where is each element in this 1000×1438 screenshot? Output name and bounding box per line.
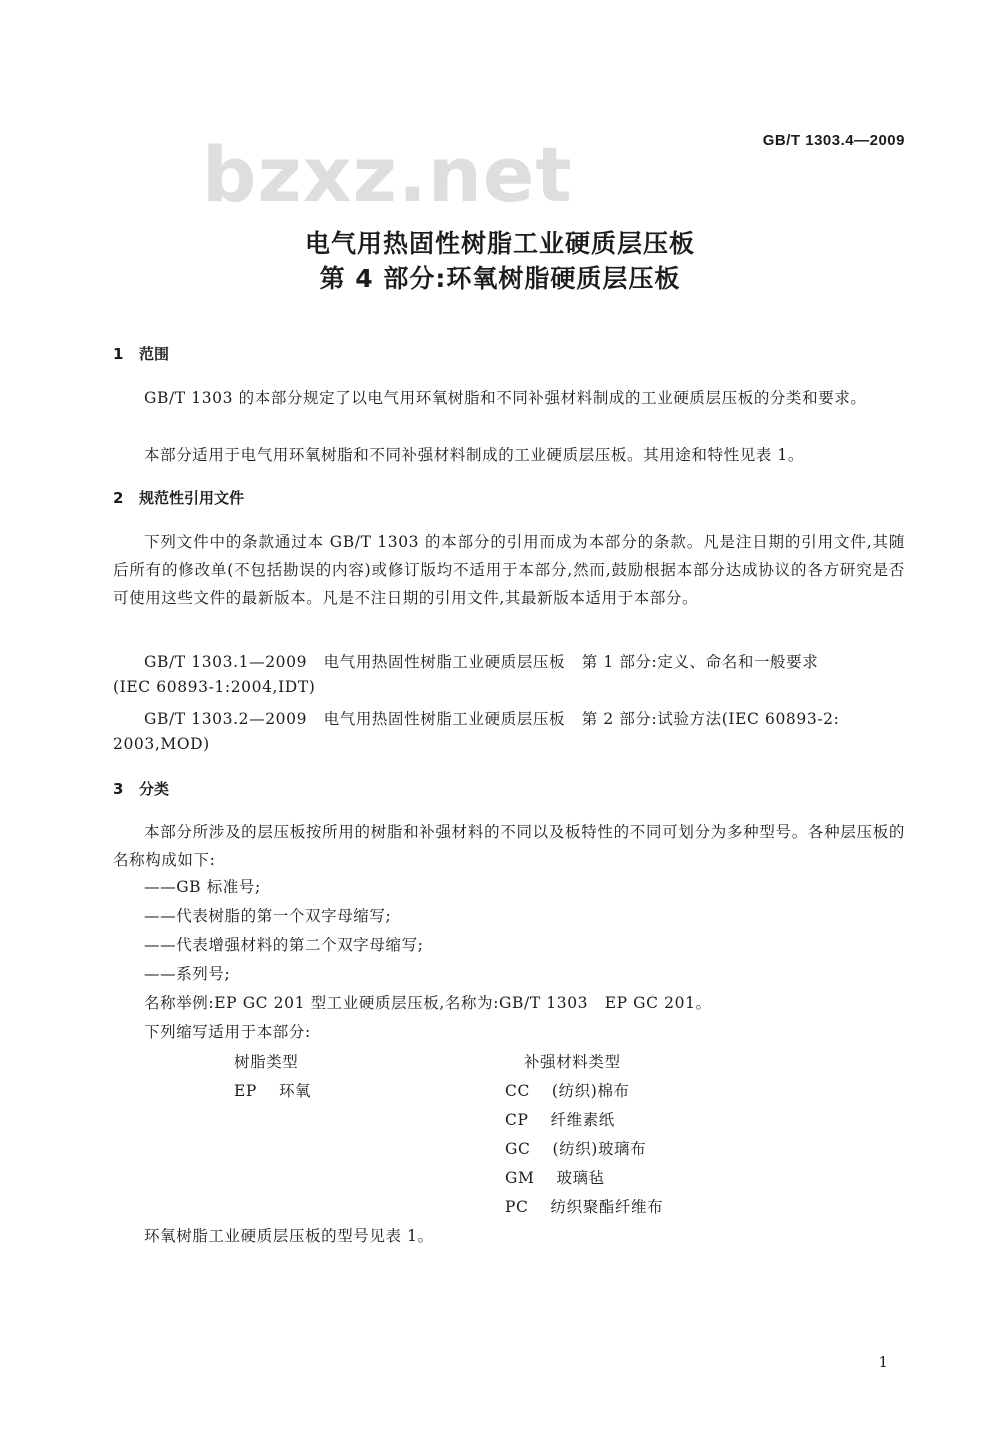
naming-example: 名称举例:EP GC 201 型工业硬质层压板,名称为:GB/T 1303 EP GC 201。: [144, 994, 712, 1012]
reference-entry-continuation: 2003,MOD): [113, 735, 210, 753]
section-title: 规范性引用文件: [139, 489, 245, 507]
reinforcement-entry: [505, 1108, 615, 1130]
abbr-name: 纺织聚酯纤维布: [550, 1198, 664, 1216]
reinforcement-type-header: 补强材料类型: [524, 1053, 621, 1071]
section-number: 3: [113, 780, 124, 798]
abbr-code: PC: [505, 1198, 529, 1216]
section-number: 1: [113, 345, 124, 363]
abbr-code: GM: [505, 1169, 535, 1187]
list-item: ——GB 标准号;: [144, 878, 261, 896]
watermark: bzxz.net: [202, 130, 573, 219]
paragraph: 下列文件中的条款通过本 GB/T 1303 的本部分的引用而成为本部分的条款。凡是注日期的引用文件,其随后所有的修改单(不包括勘误的内容)或修订版均不适用于本部分,然而,鼓励根据本部分达成协议的各方研究是否可使用这些文件的最新版本。凡是不注日期的引用文件,其最新版本适用于本部分。: [113, 533, 905, 607]
abbr-code: CP: [505, 1111, 529, 1129]
paragraph: GB/T 1303 的本部分规定了以电气用环氧树脂和不同补强材料制成的工业硬质层压板的分类和要求。: [144, 389, 867, 407]
section-heading-normative-references: [113, 487, 244, 508]
section-title: 范围: [139, 345, 170, 363]
abbr-name: 玻璃毡: [556, 1169, 605, 1187]
standard-code: GB/T 1303.4—2009: [762, 132, 905, 149]
abbr-name: 纤维素纸: [550, 1111, 615, 1129]
abbr-name: (纺织)玻璃布: [552, 1140, 647, 1158]
paragraph: 本部分适用于电气用环氧树脂和不同补强材料制成的工业硬质层压板。其用途和特性见表 1。: [144, 446, 804, 464]
page-number: 1: [878, 1353, 888, 1371]
abbr-name: 环氧: [278, 1082, 312, 1100]
abbr-name: (纺织)棉布: [551, 1082, 630, 1100]
abbr-code: CC: [505, 1082, 530, 1100]
reinforcement-entry: [505, 1079, 630, 1101]
paragraph: 本部分所涉及的层压板按所用的树脂和补强材料的不同以及板特性的不同可划分为多种型号。各种层压板的名称构成如下:: [113, 823, 905, 869]
list-item: ——代表树脂的第一个双字母缩写;: [144, 907, 392, 925]
section-number: 2: [113, 489, 124, 507]
list-item: ——代表增强材料的第二个双字母缩写;: [144, 936, 424, 954]
document-title: 电气用热固性树脂工业硬质层压板: [304, 229, 695, 258]
list-item: ——系列号;: [144, 965, 231, 983]
reinforcement-entry: [505, 1137, 646, 1159]
abbr-code: GC: [505, 1140, 531, 1158]
reference-entry: GB/T 1303.1—2009 电气用热固性树脂工业硬质层压板 第 1 部分:定义、命名和一般要求: [144, 653, 819, 671]
section-heading-classification: [113, 778, 169, 799]
reference-entry-continuation: (IEC 60893-1:2004,IDT): [113, 678, 316, 696]
section-heading-scope: [113, 343, 169, 364]
resin-entry: [234, 1079, 311, 1101]
abbreviations-intro: 下列缩写适用于本部分:: [144, 1023, 311, 1041]
section-title: 分类: [139, 780, 170, 798]
closing-sentence: 环氧树脂工业硬质层压板的型号见表 1。: [144, 1227, 434, 1245]
reference-entry: GB/T 1303.2—2009 电气用热固性树脂工业硬质层压板 第 2 部分:试验方法(IEC 60893-2:: [144, 710, 840, 728]
resin-type-header: 树脂类型: [234, 1053, 299, 1071]
reinforcement-entry: [505, 1195, 663, 1217]
document-subtitle: 第 4 部分:环氧树脂硬质层压板: [319, 264, 681, 293]
reinforcement-entry: [505, 1166, 605, 1188]
abbr-code: EP: [234, 1082, 257, 1100]
